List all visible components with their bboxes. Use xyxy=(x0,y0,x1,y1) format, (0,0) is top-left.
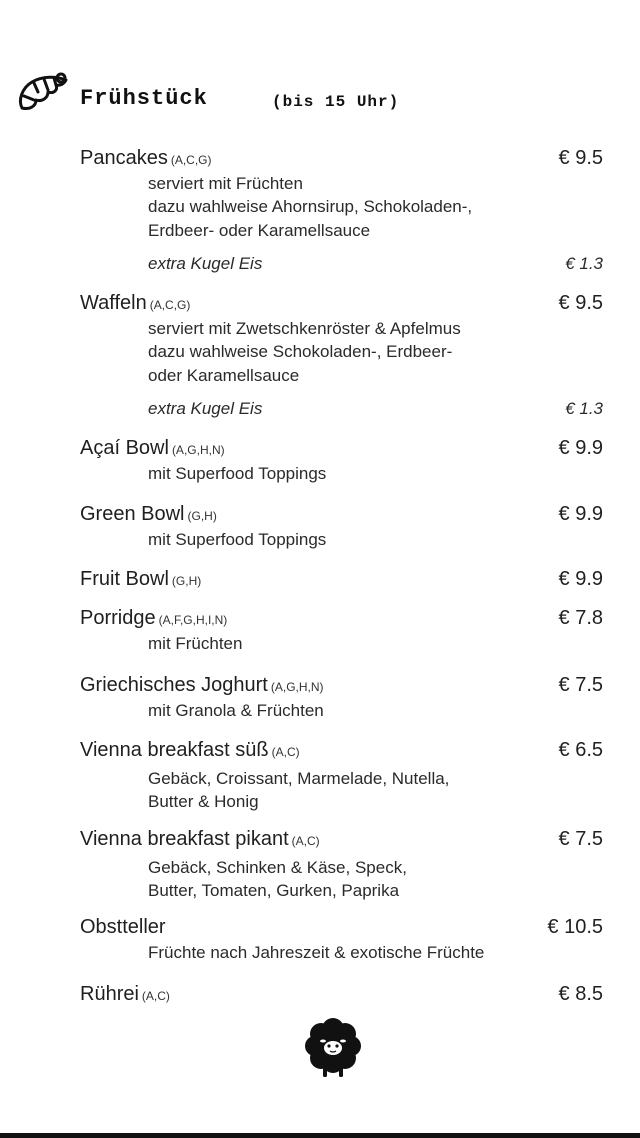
item-name: Porridge xyxy=(80,607,156,629)
extra-label: extra Kugel Eis xyxy=(148,398,263,418)
item-price: € 9.9 xyxy=(558,503,603,525)
item-price: € 9.9 xyxy=(558,568,603,590)
description-line: mit Superfood Toppings xyxy=(148,530,327,549)
description-line: oder Karamellsauce xyxy=(148,365,300,385)
menu-subtitle: (bis 15 Uhr) xyxy=(272,93,400,111)
item-name: Waffeln xyxy=(80,292,147,314)
item-allergens: (A,C) xyxy=(271,745,300,759)
item-description xyxy=(148,172,603,242)
description-line: mit Superfood Toppings xyxy=(148,464,327,483)
item-description xyxy=(148,528,603,551)
item-allergens: (G,H) xyxy=(171,574,202,588)
item-price: € 9.5 xyxy=(558,292,603,314)
item-name: Açaí Bowl xyxy=(80,437,169,459)
item-allergens: (A,G,H,N) xyxy=(270,680,324,694)
item-price: € 8.5 xyxy=(558,983,603,1005)
item-price: € 9.9 xyxy=(558,437,603,459)
item-price: € 7.8 xyxy=(558,607,603,629)
description-line: Butter, Tomaten, Gurken, Paprika xyxy=(148,881,400,901)
item-name: Green Bowl xyxy=(80,503,185,525)
menu-item xyxy=(80,145,603,276)
menu-item xyxy=(80,501,603,551)
item-extra xyxy=(80,252,603,276)
item-price: € 7.5 xyxy=(558,674,603,696)
item-allergens: (A,C,G) xyxy=(149,298,191,312)
extra-price: € 1.3 xyxy=(565,398,603,418)
description-line: Butter & Honig xyxy=(148,792,259,812)
menu-header xyxy=(14,66,614,116)
item-description xyxy=(148,856,603,903)
item-allergens: (A,C) xyxy=(141,989,170,1003)
item-name: Fruit Bowl xyxy=(80,568,169,590)
bottom-divider xyxy=(0,1133,640,1138)
extra-price: € 1.3 xyxy=(565,253,603,273)
menu-item xyxy=(80,566,603,592)
item-price: € 7.5 xyxy=(558,828,603,850)
item-description xyxy=(148,941,603,964)
menu-item xyxy=(80,737,603,814)
item-name: Griechisches Joghurt xyxy=(80,674,268,696)
item-name: Pancakes xyxy=(80,147,168,169)
item-allergens: (A,G,H,N) xyxy=(171,443,225,457)
description-line: serviert mit Früchten xyxy=(148,174,303,193)
item-description xyxy=(148,767,603,814)
menu-item xyxy=(80,672,603,722)
description-line: Gebäck, Schinken & Käse, Speck, xyxy=(148,858,407,877)
croissant-icon xyxy=(14,70,70,116)
menu-item xyxy=(80,826,603,903)
item-name: Vienna breakfast süß xyxy=(80,739,269,761)
item-allergens: (A,F,G,H,I,N) xyxy=(158,613,228,627)
menu-item xyxy=(80,290,603,421)
item-price: € 9.5 xyxy=(558,147,603,169)
menu-item xyxy=(80,605,603,655)
item-price: € 6.5 xyxy=(558,739,603,761)
item-name: Rührei xyxy=(80,983,139,1005)
description-line: Gebäck, Croissant, Marmelade, Nutella, xyxy=(148,769,450,788)
item-allergens: (G,H) xyxy=(187,509,217,523)
extra-label: extra Kugel Eis xyxy=(148,253,263,273)
menu-item xyxy=(80,981,603,1007)
description-line: Früchte nach Jahreszeit & exotische Früchte xyxy=(148,943,485,962)
item-description xyxy=(148,699,603,722)
description-line: dazu wahlweise Schokoladen-, Erdbeer- xyxy=(148,342,453,362)
item-name: Vienna breakfast pikant xyxy=(80,828,289,850)
description-line: serviert mit Zwetschkenröster & Apfelmus xyxy=(148,319,461,338)
item-description xyxy=(148,317,603,387)
menu-title: Frühstück xyxy=(80,86,208,111)
item-extra xyxy=(80,397,603,421)
menu-item xyxy=(80,914,603,964)
menu-item xyxy=(80,435,603,485)
item-description xyxy=(148,632,603,655)
item-description xyxy=(148,462,603,485)
description-line: mit Granola & Früchten xyxy=(148,701,324,720)
item-allergens: (A,C,G) xyxy=(170,153,212,167)
item-name: Obstteller xyxy=(80,916,166,938)
description-line: dazu wahlweise Ahornsirup, Schokoladen-, xyxy=(148,197,473,217)
description-line: mit Früchten xyxy=(148,634,243,653)
description-line: Erdbeer- oder Karamellsauce xyxy=(148,220,371,240)
sheep-icon xyxy=(304,1018,362,1078)
item-allergens: (A,C) xyxy=(291,834,320,848)
item-price: € 10.5 xyxy=(547,916,603,938)
